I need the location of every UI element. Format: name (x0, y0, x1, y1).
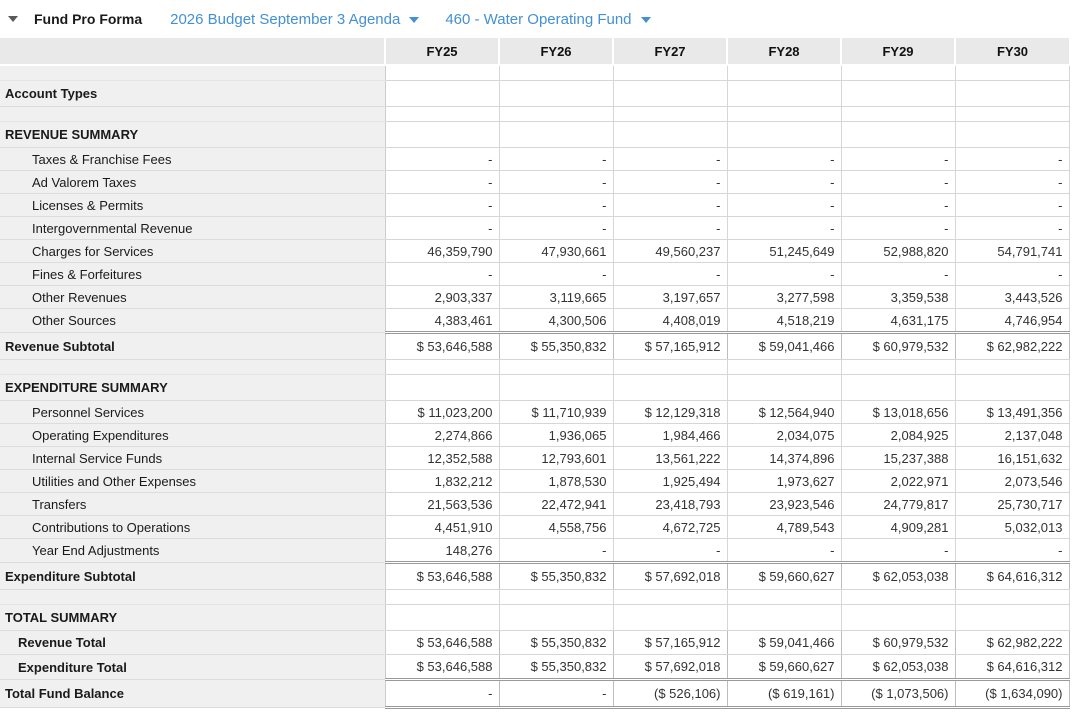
value-cell-fy27: - (613, 194, 727, 217)
value-cell-fy25: $ 53,646,588 (385, 655, 499, 680)
value-cell-fy25: $ 11,023,200 (385, 401, 499, 424)
table-row (0, 631, 1069, 655)
value-cell-fy29: - (841, 148, 955, 171)
row-label: Revenue Subtotal (0, 333, 385, 360)
row-label: Charges for Services (0, 240, 385, 263)
value-cell-fy29: $ 13,018,656 (841, 401, 955, 424)
value-cell-fy27: $ 57,165,912 (613, 333, 727, 360)
value-cell-fy30 (955, 81, 1069, 107)
value-cell-fy27 (613, 65, 727, 81)
value-cell-fy28: 23,923,546 (727, 493, 841, 516)
value-cell-fy26: 4,300,506 (499, 309, 613, 333)
value-cell-fy27: $ 57,165,912 (613, 631, 727, 655)
chevron-down-icon (409, 17, 419, 23)
row-label (0, 65, 385, 81)
value-cell-fy25: 2,903,337 (385, 286, 499, 309)
value-cell-fy29: - (841, 171, 955, 194)
value-cell-fy27: - (613, 171, 727, 194)
value-cell-fy29 (841, 107, 955, 122)
table-row (0, 309, 1069, 333)
row-label: Ad Valorem Taxes (0, 171, 385, 194)
value-cell-fy30: 2,073,546 (955, 470, 1069, 493)
row-label: Personnel Services (0, 401, 385, 424)
fund-dropdown[interactable] (445, 11, 650, 28)
value-cell-fy30 (955, 107, 1069, 122)
row-label: Utilities and Other Expenses (0, 470, 385, 493)
table-header (0, 38, 1069, 65)
value-cell-fy28: $ 59,041,466 (727, 333, 841, 360)
value-cell-fy29: 2,084,925 (841, 424, 955, 447)
value-cell-fy29 (841, 122, 955, 148)
value-cell-fy28: - (727, 263, 841, 286)
row-label: Transfers (0, 493, 385, 516)
value-cell-fy28: - (727, 171, 841, 194)
value-cell-fy26: - (499, 539, 613, 563)
value-cell-fy29: ($ 1,073,506) (841, 680, 955, 708)
column-header-fy29: FY29 (841, 38, 955, 65)
value-cell-fy28: 3,277,598 (727, 286, 841, 309)
value-cell-fy26: 12,793,601 (499, 447, 613, 470)
column-header-row (0, 38, 1069, 65)
budget-version-dropdown-label: 2026 Budget September 3 Agenda (170, 10, 401, 28)
value-cell-fy29 (841, 375, 955, 401)
value-cell-fy27: 13,561,222 (613, 447, 727, 470)
value-cell-fy30 (955, 605, 1069, 631)
row-label: REVENUE SUMMARY (0, 122, 385, 148)
value-cell-fy27: - (613, 217, 727, 240)
value-cell-fy27 (613, 107, 727, 122)
value-cell-fy30 (955, 65, 1069, 81)
budget-version-dropdown[interactable] (170, 11, 419, 28)
row-label: Fines & Forfeitures (0, 263, 385, 286)
value-cell-fy26: $ 11,710,939 (499, 401, 613, 424)
value-cell-fy27: 4,408,019 (613, 309, 727, 333)
value-cell-fy30: 16,151,632 (955, 447, 1069, 470)
chevron-down-icon (641, 17, 651, 23)
value-cell-fy26: 1,878,530 (499, 470, 613, 493)
value-cell-fy27: - (613, 148, 727, 171)
value-cell-fy26 (499, 81, 613, 107)
row-label: Taxes & Franchise Fees (0, 148, 385, 171)
value-cell-fy29: 3,359,538 (841, 286, 955, 309)
value-cell-fy25: - (385, 263, 499, 286)
value-cell-fy25 (385, 107, 499, 122)
value-cell-fy28 (727, 107, 841, 122)
value-cell-fy25 (385, 65, 499, 81)
table-row (0, 605, 1069, 631)
value-cell-fy27 (613, 81, 727, 107)
page-title: Fund Pro Forma (34, 11, 143, 27)
column-header-fy28: FY28 (727, 38, 841, 65)
table-row (0, 424, 1069, 447)
value-cell-fy25 (385, 375, 499, 401)
value-cell-fy30 (955, 590, 1069, 605)
value-cell-fy25: - (385, 148, 499, 171)
table-row (0, 447, 1069, 470)
column-header-fy25: FY25 (385, 38, 499, 65)
table-body (0, 65, 1069, 708)
row-label: Year End Adjustments (0, 539, 385, 563)
row-label: TOTAL SUMMARY (0, 605, 385, 631)
table-row (0, 81, 1069, 107)
value-cell-fy27 (613, 605, 727, 631)
table-row (0, 375, 1069, 401)
value-cell-fy29: 52,988,820 (841, 240, 955, 263)
value-cell-fy26 (499, 360, 613, 375)
value-cell-fy26 (499, 122, 613, 148)
value-cell-fy29 (841, 605, 955, 631)
value-cell-fy25 (385, 605, 499, 631)
value-cell-fy27: 4,672,725 (613, 516, 727, 539)
value-cell-fy25: 12,352,588 (385, 447, 499, 470)
value-cell-fy26: 22,472,941 (499, 493, 613, 516)
value-cell-fy29: 4,909,281 (841, 516, 955, 539)
row-label: Account Types (0, 81, 385, 107)
value-cell-fy30: - (955, 263, 1069, 286)
value-cell-fy30: - (955, 171, 1069, 194)
value-cell-fy30: 3,443,526 (955, 286, 1069, 309)
value-cell-fy26: $ 55,350,832 (499, 655, 613, 680)
value-cell-fy30: - (955, 194, 1069, 217)
value-cell-fy26: - (499, 171, 613, 194)
collapse-arrow-icon[interactable] (8, 16, 18, 22)
proforma-table (0, 38, 1070, 709)
row-label: EXPENDITURE SUMMARY (0, 375, 385, 401)
table-row (0, 360, 1069, 375)
value-cell-fy29: 15,237,388 (841, 447, 955, 470)
value-cell-fy28: 1,973,627 (727, 470, 841, 493)
value-cell-fy26: - (499, 194, 613, 217)
table-row (0, 516, 1069, 539)
table-row (0, 148, 1069, 171)
value-cell-fy27: 3,197,657 (613, 286, 727, 309)
value-cell-fy26 (499, 65, 613, 81)
value-cell-fy27: - (613, 539, 727, 563)
value-cell-fy29 (841, 81, 955, 107)
value-cell-fy30: 25,730,717 (955, 493, 1069, 516)
value-cell-fy28 (727, 605, 841, 631)
column-header-fy26: FY26 (499, 38, 613, 65)
table-row (0, 493, 1069, 516)
value-cell-fy29: $ 62,053,038 (841, 563, 955, 590)
value-cell-fy25: - (385, 680, 499, 708)
value-cell-fy30 (955, 360, 1069, 375)
value-cell-fy27: 23,418,793 (613, 493, 727, 516)
value-cell-fy25: $ 53,646,588 (385, 333, 499, 360)
value-cell-fy29: $ 60,979,532 (841, 631, 955, 655)
value-cell-fy26 (499, 605, 613, 631)
value-cell-fy27: 1,925,494 (613, 470, 727, 493)
value-cell-fy29: 2,022,971 (841, 470, 955, 493)
row-label: Contributions to Operations (0, 516, 385, 539)
value-cell-fy30: - (955, 148, 1069, 171)
value-cell-fy26: $ 55,350,832 (499, 563, 613, 590)
value-cell-fy27: $ 12,129,318 (613, 401, 727, 424)
value-cell-fy28: $ 59,041,466 (727, 631, 841, 655)
value-cell-fy26: 3,119,665 (499, 286, 613, 309)
table-row (0, 122, 1069, 148)
value-cell-fy28 (727, 122, 841, 148)
value-cell-fy26: $ 55,350,832 (499, 333, 613, 360)
value-cell-fy30: - (955, 539, 1069, 563)
value-cell-fy27: $ 57,692,018 (613, 563, 727, 590)
value-cell-fy26 (499, 375, 613, 401)
value-cell-fy29: - (841, 539, 955, 563)
value-cell-fy29: - (841, 263, 955, 286)
value-cell-fy25: - (385, 217, 499, 240)
value-cell-fy26: 4,558,756 (499, 516, 613, 539)
row-label: Other Revenues (0, 286, 385, 309)
value-cell-fy30: $ 62,982,222 (955, 333, 1069, 360)
table-row (0, 680, 1069, 708)
value-cell-fy28 (727, 65, 841, 81)
table-row (0, 470, 1069, 493)
value-cell-fy29: $ 62,053,038 (841, 655, 955, 680)
value-cell-fy27: - (613, 263, 727, 286)
value-cell-fy28: $ 59,660,627 (727, 655, 841, 680)
value-cell-fy25: - (385, 194, 499, 217)
value-cell-fy29: - (841, 217, 955, 240)
fund-dropdown-label: 460 - Water Operating Fund (445, 10, 632, 28)
value-cell-fy25 (385, 122, 499, 148)
table-row (0, 401, 1069, 424)
value-cell-fy29 (841, 360, 955, 375)
table-row (0, 590, 1069, 605)
value-cell-fy28: - (727, 148, 841, 171)
row-label: Licenses & Permits (0, 194, 385, 217)
value-cell-fy27 (613, 360, 727, 375)
value-cell-fy25: - (385, 171, 499, 194)
value-cell-fy25: $ 53,646,588 (385, 631, 499, 655)
value-cell-fy27 (613, 122, 727, 148)
row-label (0, 590, 385, 605)
value-cell-fy30: $ 62,982,222 (955, 631, 1069, 655)
value-cell-fy25 (385, 590, 499, 605)
table-row (0, 333, 1069, 360)
row-label: Other Sources (0, 309, 385, 333)
value-cell-fy26 (499, 590, 613, 605)
value-cell-fy28: - (727, 539, 841, 563)
value-cell-fy29: $ 60,979,532 (841, 333, 955, 360)
table-row (0, 563, 1069, 590)
table-row (0, 194, 1069, 217)
table-row (0, 217, 1069, 240)
value-cell-fy25 (385, 360, 499, 375)
value-cell-fy26: $ 55,350,832 (499, 631, 613, 655)
value-cell-fy29: - (841, 194, 955, 217)
value-cell-fy25: 21,563,536 (385, 493, 499, 516)
value-cell-fy30: 4,746,954 (955, 309, 1069, 333)
value-cell-fy25: 148,276 (385, 539, 499, 563)
table-row (0, 286, 1069, 309)
value-cell-fy28: 4,518,219 (727, 309, 841, 333)
value-cell-fy27: 1,984,466 (613, 424, 727, 447)
value-cell-fy25: 4,451,910 (385, 516, 499, 539)
value-cell-fy30: $ 64,616,312 (955, 563, 1069, 590)
value-cell-fy28: 2,034,075 (727, 424, 841, 447)
value-cell-fy29: 4,631,175 (841, 309, 955, 333)
row-label: Expenditure Total (0, 655, 385, 680)
table-row (0, 655, 1069, 680)
value-cell-fy30: $ 64,616,312 (955, 655, 1069, 680)
value-cell-fy27: 49,560,237 (613, 240, 727, 263)
value-cell-fy30: 54,791,741 (955, 240, 1069, 263)
value-cell-fy27: $ 57,692,018 (613, 655, 727, 680)
value-cell-fy30: - (955, 217, 1069, 240)
value-cell-fy28: ($ 619,161) (727, 680, 841, 708)
column-header-fy30: FY30 (955, 38, 1069, 65)
value-cell-fy30: $ 13,491,356 (955, 401, 1069, 424)
value-cell-fy28: $ 59,660,627 (727, 563, 841, 590)
value-cell-fy28 (727, 590, 841, 605)
value-cell-fy26 (499, 107, 613, 122)
value-cell-fy30 (955, 122, 1069, 148)
value-cell-fy28: 4,789,543 (727, 516, 841, 539)
value-cell-fy29 (841, 65, 955, 81)
value-cell-fy26: - (499, 148, 613, 171)
title-bar (0, 0, 1072, 38)
value-cell-fy28: - (727, 217, 841, 240)
value-cell-fy26: 47,930,661 (499, 240, 613, 263)
value-cell-fy28 (727, 360, 841, 375)
value-cell-fy29: 24,779,817 (841, 493, 955, 516)
value-cell-fy28: - (727, 194, 841, 217)
row-label: Intergovernmental Revenue (0, 217, 385, 240)
value-cell-fy25: 2,274,866 (385, 424, 499, 447)
row-label-column-header (0, 38, 385, 65)
value-cell-fy27 (613, 590, 727, 605)
row-label: Total Fund Balance (0, 680, 385, 708)
value-cell-fy29 (841, 590, 955, 605)
value-cell-fy30: ($ 1,634,090) (955, 680, 1069, 708)
value-cell-fy25 (385, 81, 499, 107)
value-cell-fy27: ($ 526,106) (613, 680, 727, 708)
column-header-fy27: FY27 (613, 38, 727, 65)
value-cell-fy30 (955, 375, 1069, 401)
value-cell-fy25: $ 53,646,588 (385, 563, 499, 590)
table-row (0, 539, 1069, 563)
value-cell-fy30: 5,032,013 (955, 516, 1069, 539)
value-cell-fy28: $ 12,564,940 (727, 401, 841, 424)
table-row (0, 263, 1069, 286)
table-row (0, 240, 1069, 263)
value-cell-fy28: 51,245,649 (727, 240, 841, 263)
table-row (0, 107, 1069, 122)
row-label (0, 107, 385, 122)
value-cell-fy25: 4,383,461 (385, 309, 499, 333)
row-label: Internal Service Funds (0, 447, 385, 470)
value-cell-fy28 (727, 375, 841, 401)
table-row (0, 65, 1069, 81)
value-cell-fy28 (727, 81, 841, 107)
value-cell-fy26: - (499, 217, 613, 240)
value-cell-fy26: - (499, 263, 613, 286)
row-label: Revenue Total (0, 631, 385, 655)
value-cell-fy30: 2,137,048 (955, 424, 1069, 447)
value-cell-fy28: 14,374,896 (727, 447, 841, 470)
row-label (0, 360, 385, 375)
value-cell-fy25: 1,832,212 (385, 470, 499, 493)
table-row (0, 171, 1069, 194)
value-cell-fy26: - (499, 680, 613, 708)
value-cell-fy26: 1,936,065 (499, 424, 613, 447)
value-cell-fy27 (613, 375, 727, 401)
value-cell-fy25: 46,359,790 (385, 240, 499, 263)
row-label: Expenditure Subtotal (0, 563, 385, 590)
row-label: Operating Expenditures (0, 424, 385, 447)
